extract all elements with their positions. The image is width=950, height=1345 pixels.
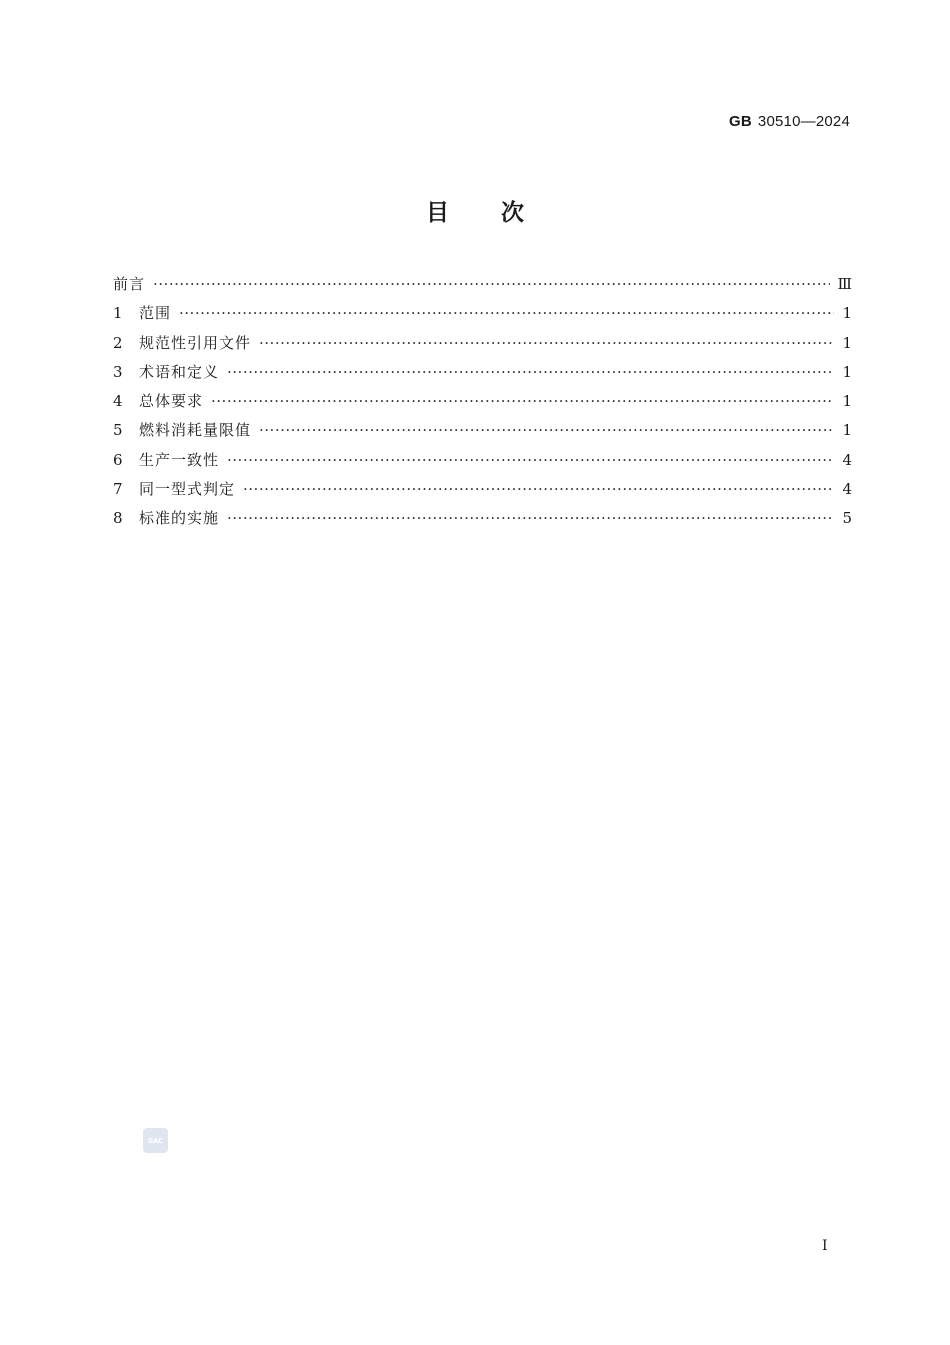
toc-entry-title: 前言 [113,275,146,293]
toc-leader-dots [179,299,834,328]
toc-entry-4[interactable] [113,387,852,416]
standard-code [729,113,850,130]
toc-entry-page: 1 [842,362,852,381]
toc-entry-3[interactable] [113,358,852,387]
toc-entry-6[interactable] [113,446,852,475]
page-title: 目次 [426,200,576,226]
toc-entry-page: 1 [842,392,852,411]
toc-entry-2[interactable] [113,329,852,358]
table-of-contents [113,270,852,534]
toc-leader-dots [153,270,830,299]
sac-watermark-logo [143,1128,168,1153]
toc-leader-dots [259,329,834,358]
toc-leader-dots [243,475,834,504]
toc-leader-dots [227,358,834,387]
toc-entry-title: 总体要求 [139,392,204,411]
toc-entry-page: Ⅲ [837,275,852,293]
toc-entry-1[interactable] [113,299,852,328]
toc-entry-title: 规范性引用文件 [139,333,252,352]
toc-entry-number: 1 [113,304,123,323]
sac-logo-text: SAC [148,1136,163,1145]
toc-entry-page: 1 [842,333,852,352]
toc-entry-title: 范围 [139,304,172,323]
toc-leader-dots [259,416,834,445]
toc-entry-title: 生产一致性 [139,450,220,469]
toc-leader-dots [227,446,834,475]
toc-entry-title: 标准的实施 [139,509,220,528]
toc-entry-number: 4 [113,392,123,411]
toc-entry-title: 燃料消耗量限值 [139,421,252,440]
toc-entry-number: 2 [113,333,123,352]
page-number: I [822,1238,828,1254]
toc-entry-page: 5 [842,509,852,528]
toc-entry-title: 术语和定义 [139,362,220,381]
toc-entry-8[interactable] [113,504,852,533]
toc-entry-title: 同一型式判定 [139,480,236,499]
toc-entry-page: 1 [842,304,852,323]
toc-entry-page: 4 [842,450,852,469]
toc-entry-5[interactable] [113,416,852,445]
toc-entry-number: 5 [113,421,123,440]
standard-number: 30510—2024 [757,113,850,130]
toc-entry-foreword[interactable] [113,270,852,299]
toc-entry-page: 1 [842,421,852,440]
toc-entry-number: 7 [113,480,123,499]
toc-entry-number: 3 [113,362,123,381]
toc-leader-dots [227,504,834,533]
toc-entry-number: 6 [113,450,123,469]
toc-entry-7[interactable] [113,475,852,504]
toc-entry-number: 8 [113,509,123,528]
toc-entry-page: 4 [842,480,852,499]
toc-leader-dots [211,387,834,416]
standard-prefix: GB [729,113,752,130]
